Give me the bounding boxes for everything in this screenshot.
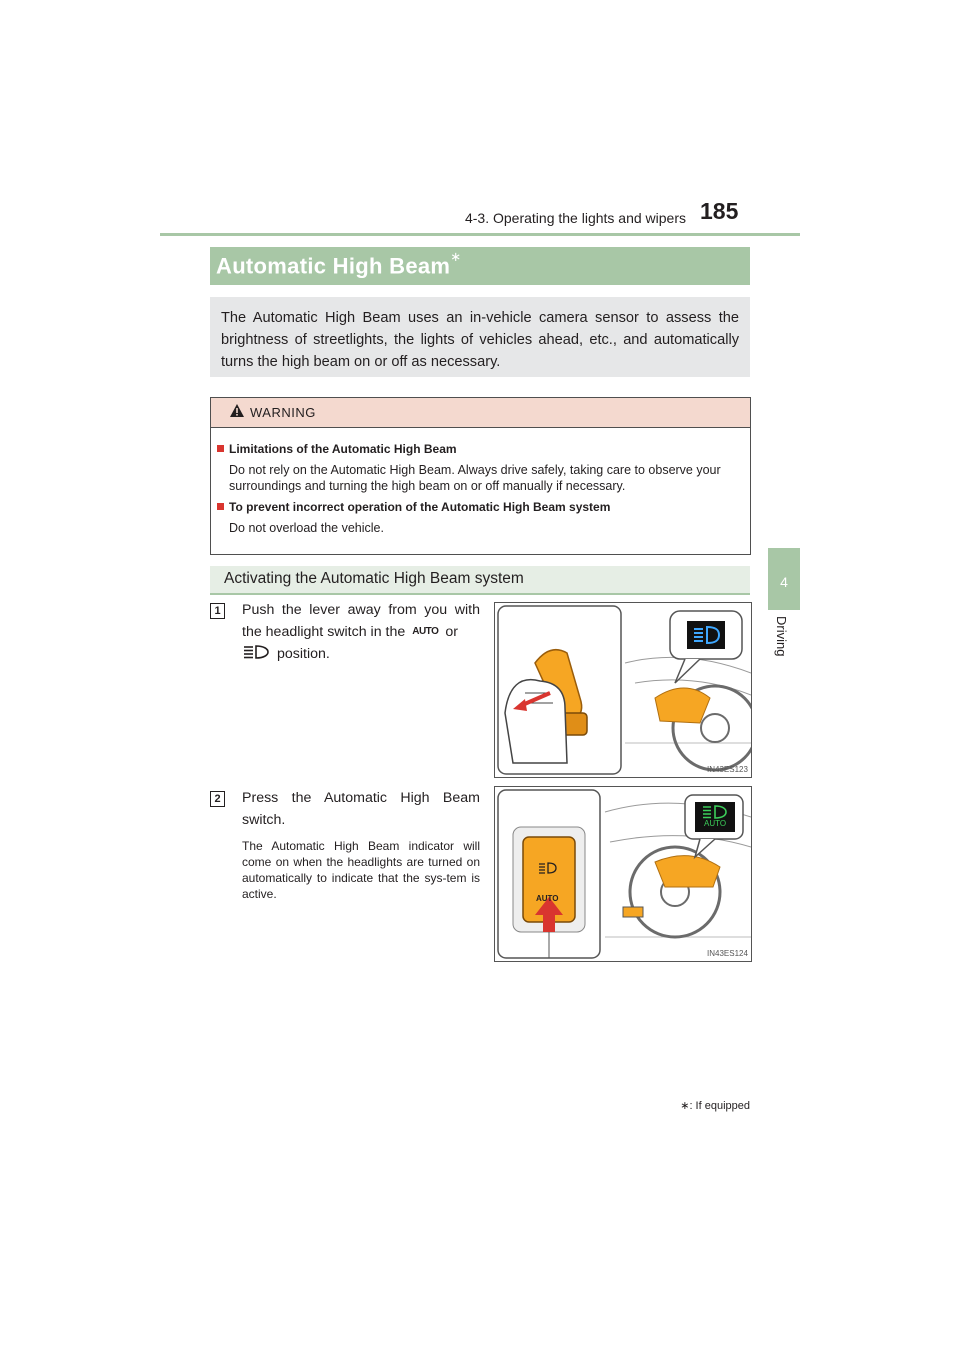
bullet-square (217, 445, 224, 452)
warning-heading-2: To prevent incorrect operation of the Automatic High Beam system (229, 500, 611, 514)
chapter-number: 4 (780, 574, 788, 590)
section-header: 4-3. Operating the lights and wipers (464, 210, 686, 226)
figure-code-1: IN43ES123 (707, 765, 748, 774)
warning-triangle-icon (229, 403, 245, 423)
step-2-note: The Automatic High Beam indicator will come on when the headlights are turned on automatically to indicate that the sys-tem is active. (242, 839, 480, 901)
subheading: Activating the Automatic High Beam system (224, 570, 524, 587)
bullet-square (217, 503, 224, 510)
warning-heading-1: Limitations of the Automatic High Beam (229, 442, 457, 456)
switch-auto-label: AUTO (536, 894, 559, 903)
figure-code-2: IN43ES124 (707, 949, 748, 958)
equipped-marker: ∗ (450, 249, 462, 264)
step-2-text: Press the Automatic High Beam switch. (242, 790, 480, 828)
step-1-text: Push the lever away from you with the headlight switch in the AUTO or (242, 602, 480, 640)
warning-body-2: Do not overload the vehicle. (229, 521, 384, 535)
header-rule (160, 233, 800, 236)
warning-label: WARNING (250, 405, 316, 420)
switch-figure (494, 786, 752, 962)
headlight-icon (242, 644, 270, 665)
page-number: 185 (700, 198, 739, 224)
lever-figure (494, 602, 752, 778)
step-1-text-end: position. (277, 646, 330, 662)
step-number-1: 1 (210, 603, 225, 619)
chapter-label: Driving (774, 616, 789, 657)
intro-text: The Automatic High Beam uses an in-vehicle camera sensor to assess the brightness of streetlights, the lights of vehicles ahead, etc., and automatically turns the high beam on or off as necessary. (221, 310, 739, 370)
footnote: ∗: If equipped (680, 1100, 750, 1112)
page-title: Automatic High Beam∗ (216, 249, 462, 279)
warning-body-1: Do not rely on the Automatic High Beam. Always drive safely, taking care to observe your surroundings and turning the high beam on or off manually if necessary. (229, 463, 721, 493)
step-number-2: 2 (210, 791, 225, 807)
auto-symbol: AUTO (412, 626, 439, 637)
indicator-auto-label: AUTO (704, 819, 727, 828)
